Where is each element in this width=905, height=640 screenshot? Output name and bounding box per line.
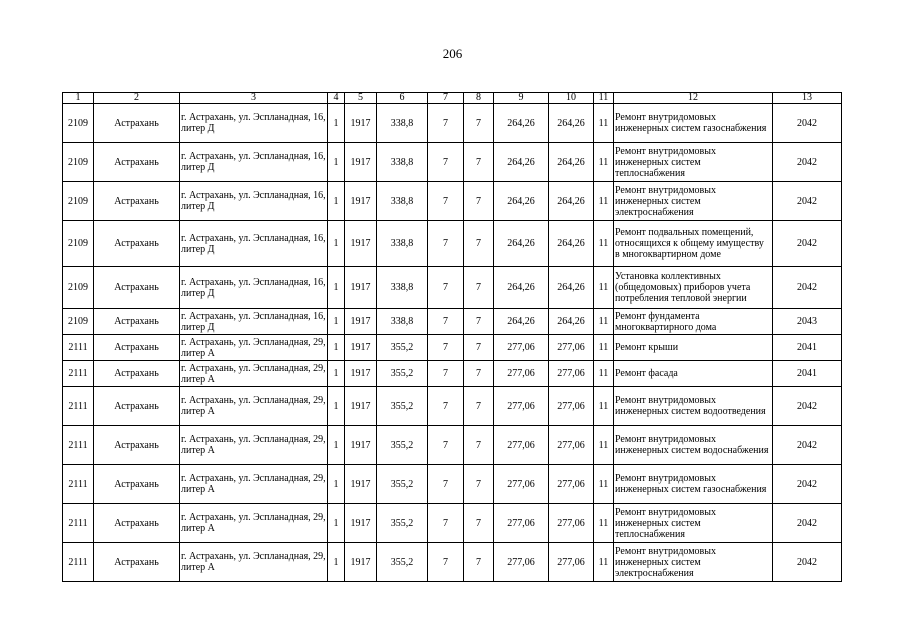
city-cell: Астрахань bbox=[94, 465, 180, 504]
table-row bbox=[63, 361, 842, 387]
work-type-cell: Ремонт фасада bbox=[614, 361, 773, 387]
col7-cell: 7 bbox=[428, 221, 464, 267]
build-year-cell: 1917 bbox=[345, 387, 377, 426]
table-row bbox=[63, 426, 842, 465]
col9-cell: 264,26 bbox=[494, 143, 549, 182]
house-id-cell: 2109 bbox=[63, 182, 94, 221]
house-id-cell: 2109 bbox=[63, 221, 94, 267]
area-cell: 338,8 bbox=[377, 104, 428, 143]
col8-cell: 7 bbox=[464, 361, 494, 387]
column-number: 12 bbox=[614, 93, 773, 104]
col8-cell: 7 bbox=[464, 465, 494, 504]
col8-cell: 7 bbox=[464, 182, 494, 221]
work-type-cell: Ремонт внутридомовых инженерных систем электроснабжения bbox=[614, 543, 773, 582]
city-cell: Астрахань bbox=[94, 267, 180, 309]
col7-cell: 7 bbox=[428, 361, 464, 387]
area-cell: 355,2 bbox=[377, 543, 428, 582]
col10-cell: 264,26 bbox=[549, 221, 594, 267]
col9-cell: 264,26 bbox=[494, 221, 549, 267]
column-number-row bbox=[63, 93, 842, 104]
column-number: 13 bbox=[773, 93, 842, 104]
col4-cell: 1 bbox=[328, 143, 345, 182]
col9-cell: 264,26 bbox=[494, 309, 549, 335]
address-cell: г. Астрахань, ул. Эспланадная, 16, литер Д bbox=[180, 267, 328, 309]
column-number: 9 bbox=[494, 93, 549, 104]
city-cell: Астрахань bbox=[94, 361, 180, 387]
city-cell: Астрахань bbox=[94, 104, 180, 143]
area-cell: 355,2 bbox=[377, 426, 428, 465]
area-cell: 338,8 bbox=[377, 267, 428, 309]
table-row bbox=[63, 143, 842, 182]
address-cell: г. Астрахань, ул. Эспланадная, 29, литер А bbox=[180, 543, 328, 582]
planned-year-cell: 2041 bbox=[773, 335, 842, 361]
work-type-cell: Ремонт внутридомовых инженерных систем газоснабжения bbox=[614, 104, 773, 143]
work-type-cell: Ремонт внутридомовых инженерных систем теплоснабжения bbox=[614, 143, 773, 182]
planned-year-cell: 2042 bbox=[773, 267, 842, 309]
address-cell: г. Астрахань, ул. Эспланадная, 29, литер А bbox=[180, 504, 328, 543]
col9-cell: 277,06 bbox=[494, 387, 549, 426]
build-year-cell: 1917 bbox=[345, 267, 377, 309]
col7-cell: 7 bbox=[428, 543, 464, 582]
house-id-cell: 2111 bbox=[63, 426, 94, 465]
table-row bbox=[63, 387, 842, 426]
work-type-cell: Ремонт подвальных помещений, относящихся к общему имуществу в многоквартирном доме bbox=[614, 221, 773, 267]
registry-table bbox=[62, 92, 842, 582]
col11-cell: 11 bbox=[594, 543, 614, 582]
table-row bbox=[63, 335, 842, 361]
build-year-cell: 1917 bbox=[345, 182, 377, 221]
house-id-cell: 2111 bbox=[63, 543, 94, 582]
col10-cell: 264,26 bbox=[549, 104, 594, 143]
col7-cell: 7 bbox=[428, 465, 464, 504]
column-number: 2 bbox=[94, 93, 180, 104]
col11-cell: 11 bbox=[594, 267, 614, 309]
col11-cell: 11 bbox=[594, 104, 614, 143]
address-cell: г. Астрахань, ул. Эспланадная, 29, литер А bbox=[180, 465, 328, 504]
column-number: 7 bbox=[428, 93, 464, 104]
build-year-cell: 1917 bbox=[345, 504, 377, 543]
build-year-cell: 1917 bbox=[345, 309, 377, 335]
col11-cell: 11 bbox=[594, 335, 614, 361]
table-row bbox=[63, 104, 842, 143]
area-cell: 355,2 bbox=[377, 465, 428, 504]
column-number: 8 bbox=[464, 93, 494, 104]
planned-year-cell: 2042 bbox=[773, 221, 842, 267]
col7-cell: 7 bbox=[428, 182, 464, 221]
registry-table-body bbox=[63, 93, 842, 582]
address-cell: г. Астрахань, ул. Эспланадная, 29, литер А bbox=[181, 362, 326, 385]
col8-cell: 7 bbox=[464, 309, 494, 335]
column-number: 4 bbox=[328, 93, 345, 104]
house-id-cell: 2111 bbox=[63, 465, 94, 504]
col4-cell: 1 bbox=[328, 221, 345, 267]
column-number: 5 bbox=[345, 93, 377, 104]
work-type-cell: Установка коллективных (общедомовых) приборов учета потребления тепловой энергии bbox=[614, 267, 773, 309]
city-cell: Астрахань bbox=[94, 221, 180, 267]
area-cell: 338,8 bbox=[377, 143, 428, 182]
build-year-cell: 1917 bbox=[345, 104, 377, 143]
col4-cell: 1 bbox=[328, 504, 345, 543]
col11-cell: 11 bbox=[594, 221, 614, 267]
col7-cell: 7 bbox=[428, 267, 464, 309]
col8-cell: 7 bbox=[464, 426, 494, 465]
col9-cell: 277,06 bbox=[494, 543, 549, 582]
col11-cell: 11 bbox=[594, 361, 614, 387]
col7-cell: 7 bbox=[428, 335, 464, 361]
work-type-cell: Ремонт внутридомовых инженерных систем теплоснабжения bbox=[614, 504, 773, 543]
work-type-cell: Ремонт внутридомовых инженерных систем водоснабжения bbox=[614, 426, 773, 465]
area-cell: 338,8 bbox=[377, 221, 428, 267]
build-year-cell: 1917 bbox=[345, 143, 377, 182]
city-cell: Астрахань bbox=[94, 543, 180, 582]
area-cell: 355,2 bbox=[377, 335, 428, 361]
house-id-cell: 2109 bbox=[63, 143, 94, 182]
col10-cell: 264,26 bbox=[549, 143, 594, 182]
col8-cell: 7 bbox=[464, 387, 494, 426]
build-year-cell: 1917 bbox=[345, 221, 377, 267]
col11-cell: 11 bbox=[594, 182, 614, 221]
table-row bbox=[63, 221, 842, 267]
col11-cell: 11 bbox=[594, 143, 614, 182]
column-number: 3 bbox=[180, 93, 328, 104]
col4-cell: 1 bbox=[328, 335, 345, 361]
col9-cell: 277,06 bbox=[494, 465, 549, 504]
col4-cell: 1 bbox=[328, 543, 345, 582]
column-number: 11 bbox=[594, 93, 614, 104]
col11-cell: 11 bbox=[594, 387, 614, 426]
planned-year-cell: 2042 bbox=[773, 104, 842, 143]
col7-cell: 7 bbox=[428, 309, 464, 335]
column-number: 1 bbox=[63, 93, 94, 104]
col4-cell: 1 bbox=[328, 182, 345, 221]
col8-cell: 7 bbox=[464, 221, 494, 267]
address-cell: г. Астрахань, ул. Эспланадная, 16, литер Д bbox=[180, 104, 328, 143]
city-cell: Астрахань bbox=[94, 309, 180, 335]
build-year-cell: 1917 bbox=[345, 335, 377, 361]
house-id-cell: 2111 bbox=[63, 361, 94, 387]
planned-year-cell: 2042 bbox=[773, 465, 842, 504]
city-cell: Астрахань bbox=[94, 504, 180, 543]
table-row bbox=[63, 182, 842, 221]
col7-cell: 7 bbox=[428, 387, 464, 426]
address-cell: г. Астрахань, ул. Эспланадная, 29, литер А bbox=[180, 426, 328, 465]
address-cell: г. Астрахань, ул. Эспланадная, 29, литер А bbox=[181, 336, 326, 359]
address-cell: г. Астрахань, ул. Эспланадная, 16, литер Д bbox=[180, 221, 328, 267]
table-row bbox=[63, 504, 842, 543]
col9-cell: 264,26 bbox=[494, 182, 549, 221]
col4-cell: 1 bbox=[328, 361, 345, 387]
col10-cell: 277,06 bbox=[549, 361, 594, 387]
col9-cell: 277,06 bbox=[494, 335, 549, 361]
page-number: 206 bbox=[442, 46, 463, 61]
work-type-cell: Ремонт фундамента многоквартирного дома bbox=[614, 309, 773, 335]
col10-cell: 277,06 bbox=[549, 465, 594, 504]
col4-cell: 1 bbox=[328, 465, 345, 504]
column-number: 6 bbox=[377, 93, 428, 104]
build-year-cell: 1917 bbox=[345, 426, 377, 465]
area-cell: 338,8 bbox=[377, 182, 428, 221]
column-number: 10 bbox=[549, 93, 594, 104]
col10-cell: 277,06 bbox=[549, 426, 594, 465]
city-cell: Астрахань bbox=[94, 143, 180, 182]
work-type-cell: Ремонт внутридомовых инженерных систем электроснабжения bbox=[614, 182, 773, 221]
col7-cell: 7 bbox=[428, 504, 464, 543]
house-id-cell: 2111 bbox=[63, 387, 94, 426]
col8-cell: 7 bbox=[464, 335, 494, 361]
house-id-cell: 2111 bbox=[63, 335, 94, 361]
table-row bbox=[63, 309, 842, 335]
work-type-cell: Ремонт крыши bbox=[614, 335, 773, 361]
col11-cell: 11 bbox=[594, 309, 614, 335]
col4-cell: 1 bbox=[328, 426, 345, 465]
city-cell: Астрахань bbox=[94, 182, 180, 221]
planned-year-cell: 2042 bbox=[773, 387, 842, 426]
house-id-cell: 2111 bbox=[63, 504, 94, 543]
area-cell: 355,2 bbox=[377, 361, 428, 387]
city-cell: Астрахань bbox=[94, 387, 180, 426]
work-type-cell: Ремонт внутридомовых инженерных систем газоснабжения bbox=[614, 465, 773, 504]
col10-cell: 277,06 bbox=[549, 387, 594, 426]
address-cell: г. Астрахань, ул. Эспланадная, 16, литер Д bbox=[180, 143, 328, 182]
col10-cell: 264,26 bbox=[549, 182, 594, 221]
col10-cell: 277,06 bbox=[549, 504, 594, 543]
col8-cell: 7 bbox=[464, 543, 494, 582]
col4-cell: 1 bbox=[328, 387, 345, 426]
address-cell: г. Астрахань, ул. Эспланадная, 29, литер А bbox=[180, 387, 328, 426]
col10-cell: 277,06 bbox=[549, 335, 594, 361]
col11-cell: 11 bbox=[594, 426, 614, 465]
planned-year-cell: 2041 bbox=[773, 361, 842, 387]
col10-cell: 277,06 bbox=[549, 543, 594, 582]
col7-cell: 7 bbox=[428, 426, 464, 465]
area-cell: 355,2 bbox=[377, 504, 428, 543]
area-cell: 338,8 bbox=[377, 309, 428, 335]
address-cell: г. Астрахань, ул. Эспланадная, 16, литер Д bbox=[181, 310, 326, 333]
planned-year-cell: 2042 bbox=[773, 543, 842, 582]
build-year-cell: 1917 bbox=[345, 543, 377, 582]
city-cell: Астрахань bbox=[94, 426, 180, 465]
col11-cell: 11 bbox=[594, 465, 614, 504]
col9-cell: 277,06 bbox=[494, 426, 549, 465]
table-row bbox=[63, 465, 842, 504]
col7-cell: 7 bbox=[428, 143, 464, 182]
address-cell: г. Астрахань, ул. Эспланадная, 16, литер Д bbox=[180, 182, 328, 221]
house-id-cell: 2109 bbox=[63, 309, 94, 335]
table-row bbox=[63, 267, 842, 309]
col8-cell: 7 bbox=[464, 504, 494, 543]
col8-cell: 7 bbox=[464, 104, 494, 143]
planned-year-cell: 2043 bbox=[773, 309, 842, 335]
col8-cell: 7 bbox=[464, 143, 494, 182]
build-year-cell: 1917 bbox=[345, 465, 377, 504]
work-type-cell: Ремонт внутридомовых инженерных систем водоотведения bbox=[614, 387, 773, 426]
col9-cell: 277,06 bbox=[494, 361, 549, 387]
house-id-cell: 2109 bbox=[63, 104, 94, 143]
planned-year-cell: 2042 bbox=[773, 426, 842, 465]
col8-cell: 7 bbox=[464, 267, 494, 309]
col9-cell: 264,26 bbox=[494, 267, 549, 309]
col4-cell: 1 bbox=[328, 309, 345, 335]
col4-cell: 1 bbox=[328, 267, 345, 309]
col10-cell: 264,26 bbox=[549, 267, 594, 309]
col10-cell: 264,26 bbox=[549, 309, 594, 335]
city-cell: Астрахань bbox=[94, 335, 180, 361]
planned-year-cell: 2042 bbox=[773, 504, 842, 543]
col4-cell: 1 bbox=[328, 104, 345, 143]
build-year-cell: 1917 bbox=[345, 361, 377, 387]
col9-cell: 264,26 bbox=[494, 104, 549, 143]
table-row bbox=[63, 543, 842, 582]
col9-cell: 277,06 bbox=[494, 504, 549, 543]
area-cell: 355,2 bbox=[377, 387, 428, 426]
house-id-cell: 2109 bbox=[63, 267, 94, 309]
planned-year-cell: 2042 bbox=[773, 182, 842, 221]
col11-cell: 11 bbox=[594, 504, 614, 543]
col7-cell: 7 bbox=[428, 104, 464, 143]
planned-year-cell: 2042 bbox=[773, 143, 842, 182]
